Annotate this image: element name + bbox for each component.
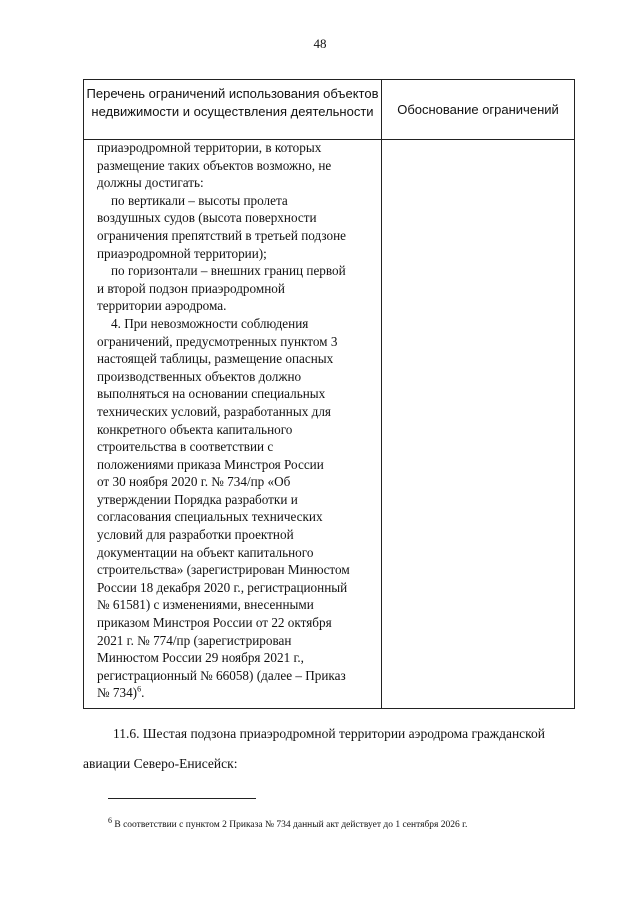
cell-line: Минюстом России 29 ноября 2021 г.,: [97, 650, 304, 666]
cell-line: приаэродромной территории, в которых: [97, 140, 322, 155]
cell-line: условий для разработки проектной: [97, 527, 294, 543]
page-number: 48: [313, 36, 327, 51]
cell-line: строительства» (зарегистрирован Минюстом: [97, 562, 350, 578]
paragraph-line-1: 11.6. Шестая подзона приаэродромной территории аэродрома гражданской: [113, 726, 546, 741]
cell-line: размещение таких объектов возможно, не: [97, 157, 332, 173]
cell-line: конкретного объекта капитального: [97, 421, 293, 437]
cell-line: по горизонтали – внешних границ первой: [111, 263, 346, 279]
cell-line: России 18 декабря 2020 г., регистрационный: [97, 579, 348, 595]
cell-line: положениями приказа Минстроя России: [97, 456, 324, 472]
cell-line: утверждении Порядка разработки и: [97, 491, 298, 507]
footnote-marker: 6: [108, 815, 112, 825]
cell-line: территории аэродрома.: [97, 298, 227, 314]
cell-line: производственных объектов должно: [97, 368, 302, 384]
cell-line: воздушных судов (высота поверхности: [97, 210, 317, 226]
cell-line: ограничения препятствий в третьей подзоне: [97, 227, 346, 243]
cell-line: приказом Минстроя России от 22 октября: [97, 615, 332, 631]
restrictions-table: [83, 79, 575, 709]
cell-line: должны достигать:: [97, 175, 204, 191]
cell-line-text: № 734): [97, 685, 138, 701]
cell-line: приаэродромной территории);: [97, 245, 267, 261]
cell-line-period: .: [141, 685, 145, 701]
header-restrictions: Перечень ограничений использования объектов недвижимости и осуществления деятельности: [86, 86, 379, 119]
cell-line: настоящей таблицы, размещение опасных: [97, 351, 334, 367]
paragraph-line-2: авиации Северо-Енисейск:: [83, 756, 238, 771]
footnote-text: В соответствии с пунктом 2 Приказа № 734 данный акт действует до 1 сентября 2026 г.: [112, 820, 468, 830]
cell-line: 2021 г. № 774/пр (зарегистрирован: [97, 632, 292, 648]
cell-line: строительства в соответствии с: [97, 439, 274, 455]
cell-line: и второй подзон приаэродромной: [97, 280, 285, 296]
footnote-separator: [108, 798, 256, 799]
cell-line: регистрационный № 66058) (далее – Приказ: [97, 667, 346, 683]
footnote: [108, 815, 548, 831]
column-divider: [381, 80, 382, 708]
footnote-ref: 6: [137, 685, 142, 695]
section-paragraph: [83, 719, 575, 779]
restrictions-cell: [97, 139, 375, 702]
cell-line: документации на объект капитального: [97, 544, 314, 560]
cell-line-last: [97, 684, 375, 702]
cell-line: технических условий, разработанных для: [97, 403, 331, 419]
cell-line: согласования специальных технических: [97, 509, 323, 525]
cell-line: выполняться на основании специальных: [97, 386, 326, 402]
header-justification: Обоснование ограничений: [397, 102, 559, 117]
cell-line: № 61581) с изменениями, внесенными: [97, 597, 314, 613]
cell-line: ограничений, предусмотренных пунктом 3: [97, 333, 338, 349]
cell-line: 4. При невозможности соблюдения: [111, 315, 309, 331]
cell-line: от 30 ноября 2020 г. № 734/пр «Об: [97, 474, 291, 490]
cell-line: по вертикали – высоты пролета: [111, 192, 288, 208]
